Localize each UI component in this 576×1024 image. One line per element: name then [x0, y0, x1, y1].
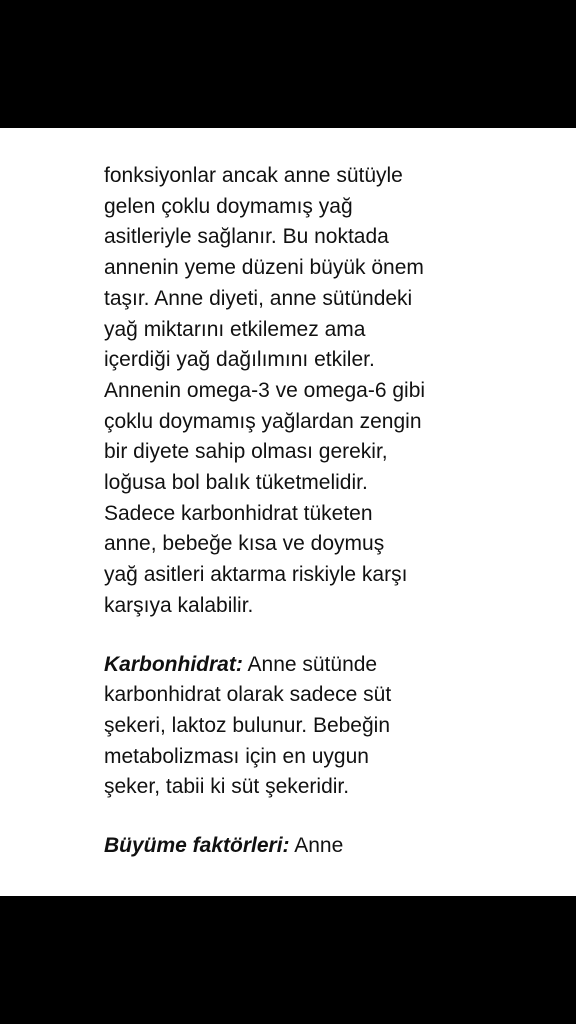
text-line: karbonhidrat olarak sadece süt	[104, 683, 392, 707]
body-text	[104, 161, 544, 862]
text-line: anne, bebeğe kısa ve doymuş	[104, 532, 385, 556]
text-line: bir diyete sahip olması gerekir,	[104, 440, 388, 464]
text-fragment: Anne	[289, 834, 344, 858]
text-line	[104, 650, 544, 681]
text-fragment: Anne sütünde	[242, 652, 378, 676]
text-line: asitleriyle sağlanır. Bu noktada	[104, 225, 389, 249]
text-line: içerdiği yağ dağılımını etkiler.	[104, 348, 375, 372]
text-line: metabolizması için en uygun	[104, 744, 369, 768]
text-line: gelen çoklu doymamış yağ	[104, 194, 353, 218]
text-line: fonksiyonlar ancak anne sütüyle	[104, 164, 403, 187]
paragraph-fatty-acids	[104, 161, 544, 622]
text-line: yağ asitleri aktarma riskiyle karşı	[104, 563, 408, 587]
top-letterbox	[0, 0, 576, 128]
bottom-letterbox	[0, 896, 576, 1024]
paragraph-gap	[104, 803, 544, 831]
text-line	[104, 831, 544, 862]
text-line: Sadece karbonhidrat tüketen	[104, 501, 373, 525]
section-label-growth-factors: Büyüme faktörleri:	[104, 834, 290, 858]
section-label-carbohydrate: Karbonhidrat:	[104, 652, 243, 676]
paragraph-gap	[104, 622, 544, 650]
text-line: yağ miktarını etkilemez ama	[104, 317, 366, 341]
paragraph-growth-factors	[104, 831, 544, 862]
text-line: şeker, tabii ki süt şekeridir.	[104, 775, 350, 799]
text-line: loğusa bol balık tüketmelidir.	[104, 471, 368, 495]
text-line: Annenin omega-3 ve omega-6 gibi	[104, 378, 426, 402]
text-line: çoklu doymamış yağlardan zengin	[104, 409, 422, 433]
text-line: karşıya kalabilir.	[104, 593, 254, 617]
paragraph-carbohydrate	[104, 650, 544, 804]
text-line: şekeri, laktoz bulunur. Bebeğin	[104, 713, 391, 737]
text-line: annenin yeme düzeni büyük önem	[104, 256, 424, 280]
text-line: taşır. Anne diyeti, anne sütündeki	[104, 286, 413, 310]
